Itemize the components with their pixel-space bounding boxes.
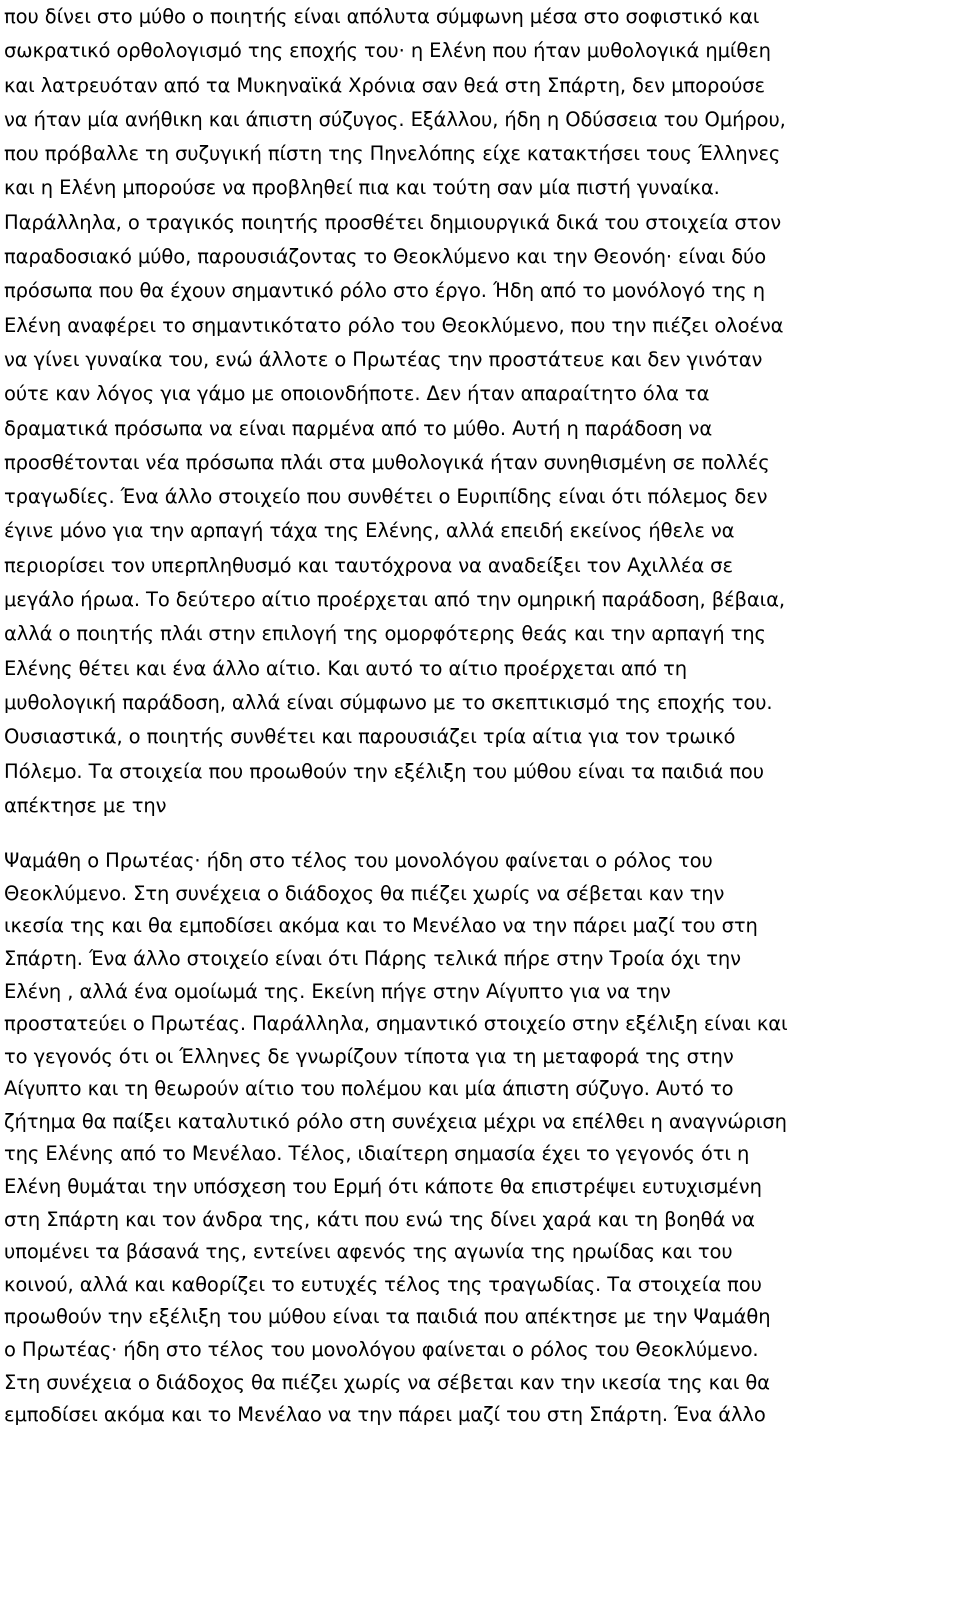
text-line: Σπάρτη. Ένα άλλο στοιχείο είναι ότι Πάρης τελικά πήρε στην Τροία όχι την — [4, 946, 741, 970]
text-line: σωκρατικό ορθολογισμό της εποχής του· η Ελένη που ήταν μυθολογικά ημίθεη — [4, 39, 771, 63]
text-line: που πρόβαλλε τη συζυγική πίστη της Πηνελόπης είχε κατακτήσει τους Έλληνες — [4, 142, 781, 166]
text-line: το γεγονός ότι οι Έλληνες δε γνωρίζουν τίποτα για τη μεταφορά της στην — [4, 1044, 734, 1068]
text-line: περιορίσει τον υπερπληθυσμό και ταυτόχρονα να αναδείξει τον Αχιλλέα σε — [4, 553, 733, 577]
text-line: Πόλεμο. Τα στοιχεία που προωθούν την εξέλιξη του μύθου είναι τα παιδιά που — [4, 759, 764, 783]
text-line: Παράλληλα, ο τραγικός ποιητής προσθέτει δημιουργικά δικά του στοιχεία στον — [4, 210, 782, 234]
text-line: Ελένης θέτει και ένα άλλο αίτιο. Και αυτό το αίτιο προέρχεται από τη — [4, 656, 688, 680]
text-line: κοινού, αλλά και καθορίζει το ευτυχές τέλος της τραγωδίας. Τα στοιχεία που — [4, 1272, 762, 1296]
text-line: και η Ελένη μπορούσε να προβληθεί πια και τούτη σαν μία πιστή γυναίκα. — [4, 176, 720, 200]
text-line: απέκτησε με την — [4, 793, 167, 817]
text-line: που δίνει στο μύθο ο ποιητής είναι απόλυτα σύμφωνη μέσα στο σοφιστικό και — [4, 5, 760, 28]
text-line: εμποδίσει ακόμα και το Μενέλαο να την πάρει μαζί του στη Σπάρτη. Ένα άλλο — [4, 1403, 766, 1427]
text-line: στη Σπάρτη και τον άνδρα της, κάτι που ενώ της δίνει χαρά και τη βοηθά να — [4, 1207, 755, 1231]
text-line: Ψαμάθη ο Πρωτέας· ήδη στο τέλος του μονολόγου φαίνεται ο ρόλος του — [4, 849, 713, 873]
text-line: παραδοσιακό μύθο, παρουσιάζοντας το Θεοκλύμενο και την Θεονόη· είναι δύο — [4, 245, 767, 269]
text-line: ζήτημα θα παίξει καταλυτικό ρόλο στη συνέχεια μέχρι να επέλθει η αναγνώριση — [4, 1109, 787, 1133]
text-line: αλλά ο ποιητής πλάι στην επιλογή της ομορφότερης θεάς και την αρπαγή της — [4, 622, 766, 646]
text-line: να γίνει γυναίκα του, ενώ άλλοτε ο Πρωτέας την προστάτευε και δεν γινόταν — [4, 347, 763, 371]
text-line: προωθούν την εξέλιξη του μύθου είναι τα παιδιά που απέκτησε με την Ψαμάθη — [4, 1305, 771, 1329]
text-line: Ελένη , αλλά ένα ομοίωμά της. Εκείνη πήγε στην Αίγυπτο για να την — [4, 979, 671, 1003]
text-line: της Ελένης από το Μενέλαο. Τέλος, ιδιαίτερη σημασία έχει το γεγονός ότι η — [4, 1142, 750, 1166]
text-line: Αίγυπτο και τη θεωρούν αίτιο του πολέμου και μία άπιστη σύζυγο. Αυτό το — [4, 1077, 734, 1101]
text-line: ικεσία της και θα εμποδίσει ακόμα και το Μενέλαο να την πάρει μαζί του στη — [4, 914, 758, 938]
text-line: Στη συνέχεια ο διάδοχος θα πιέζει χωρίς να σέβεται καν την ικεσία της και θα — [4, 1370, 770, 1394]
text-line: Ελένη θυμάται την υπόσχεση του Ερμή ότι κάποτε θα επιστρέψει ευτυχισμένη — [4, 1175, 762, 1199]
text-line: ούτε καν λόγος για γάμο με οποιονδήποτε. Δεν ήταν απαραίτητο όλα τα — [4, 382, 710, 406]
text-line: μυθολογική παράδοση, αλλά είναι σύμφωνο με το σκεπτικισμό της εποχής του. — [4, 690, 773, 714]
text-line: και λατρευόταν από τα Μυκηναϊκά Χρόνια σαν θεά στη Σπάρτη, δεν μπορούσε — [4, 73, 765, 97]
text-line: μεγάλο ήρωα. Το δεύτερο αίτιο προέρχεται από την ομηρική παράδοση, βέβαια, — [4, 588, 785, 612]
text-line: να ήταν μία ανήθικη και άπιστη σύζυγος. Εξάλλου, ήδη η Οδύσσεια του Ομήρου, — [4, 107, 786, 131]
paragraph-1 — [4, 0, 956, 823]
text-line: ο Πρωτέας· ήδη στο τέλος του μονολόγου φαίνεται ο ρόλος του Θεοκλύμενο. — [4, 1338, 759, 1362]
text-line: Ελένη αναφέρει το σημαντικότατο ρόλο του Θεοκλύμενο, που την πιέζει ολοένα — [4, 313, 784, 337]
paragraph-2 — [4, 845, 956, 1432]
text-line: δραματικά πρόσωπα να είναι παρμένα από το μύθο. Αυτή η παράδοση να — [4, 416, 713, 440]
text-line: υπομένει τα βάσανά της, εντείνει αφενός της αγωνία της ηρωίδας και του — [4, 1240, 733, 1264]
text-line: προσθέτονται νέα πρόσωπα πλάι στα μυθολογικά ήταν συνηθισμένη σε πολλές — [4, 450, 770, 474]
text-line: πρόσωπα που θα έχουν σημαντικό ρόλο στο έργο. Ήδη από το μονόλογό της η — [4, 279, 765, 303]
text-line: τραγωδίες. Ένα άλλο στοιχείο που συνθέτει ο Ευριπίδης είναι ότι πόλεμος δεν — [4, 485, 768, 509]
text-line: προστατεύει ο Πρωτέας. Παράλληλα, σημαντικό στοιχείο στην εξέλιξη είναι και — [4, 1012, 788, 1036]
paragraph-gap — [4, 823, 956, 845]
text-line: Θεοκλύμενο. Στη συνέχεια ο διάδοχος θα πιέζει χωρίς να σέβεται καν την — [4, 881, 725, 905]
text-line: έγινε μόνο για την αρπαγή τάχα της Ελένης, αλλά επειδή εκείνος ήθελε να — [4, 519, 735, 543]
text-line: Ουσιαστικά, ο ποιητής συνθέτει και παρουσιάζει τρία αίτια για τον τρωικό — [4, 725, 736, 749]
